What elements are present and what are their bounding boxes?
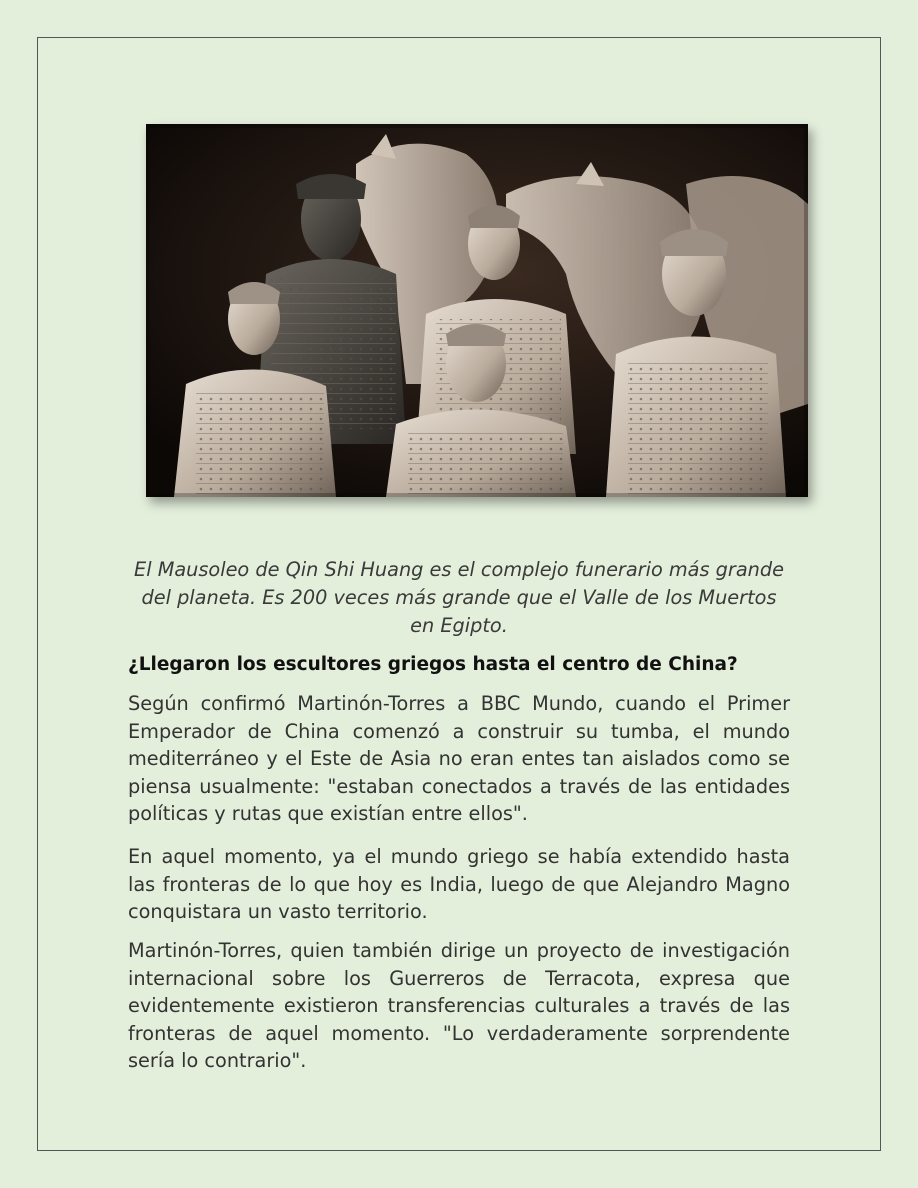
paragraph-1: Según confirmó Martinón-Torres a BBC Mundo, cuando el Primer Emperador de China comenzó a construir su tumba, el mundo mediterráneo y el Este de Asia no eran entes tan aislados como se piensa usualmente: "estaban conectados a través de las entidades políticas y rutas que existían entre ellos". <box>128 692 790 825</box>
figure-caption: El Mausoleo de Qin Shi Huang es el complejo funerario más grande del planeta. Es 200 veces más grande que el Valle de los Muertos en Egipto. <box>134 558 784 637</box>
section-heading: ¿Llegaron los escultores griegos hasta el centro de China? <box>128 654 738 675</box>
paragraph-2: En aquel momento, ya el mundo griego se había extendido hasta las fronteras de lo que hoy es India, luego de que Alejandro Magno conquistara un vasto territorio. <box>128 845 790 923</box>
paragraph-3: Martinón-Torres, quien también dirige un proyecto de investigación internacional sobre los Guerreros de Terracota, expresa que evidentemente existieron transferencias culturales a través de las fronteras de aquel momento. "Lo verdaderamente sorprendente sería lo contrario". <box>128 939 790 1072</box>
terracotta-warriors-photo <box>146 124 808 497</box>
